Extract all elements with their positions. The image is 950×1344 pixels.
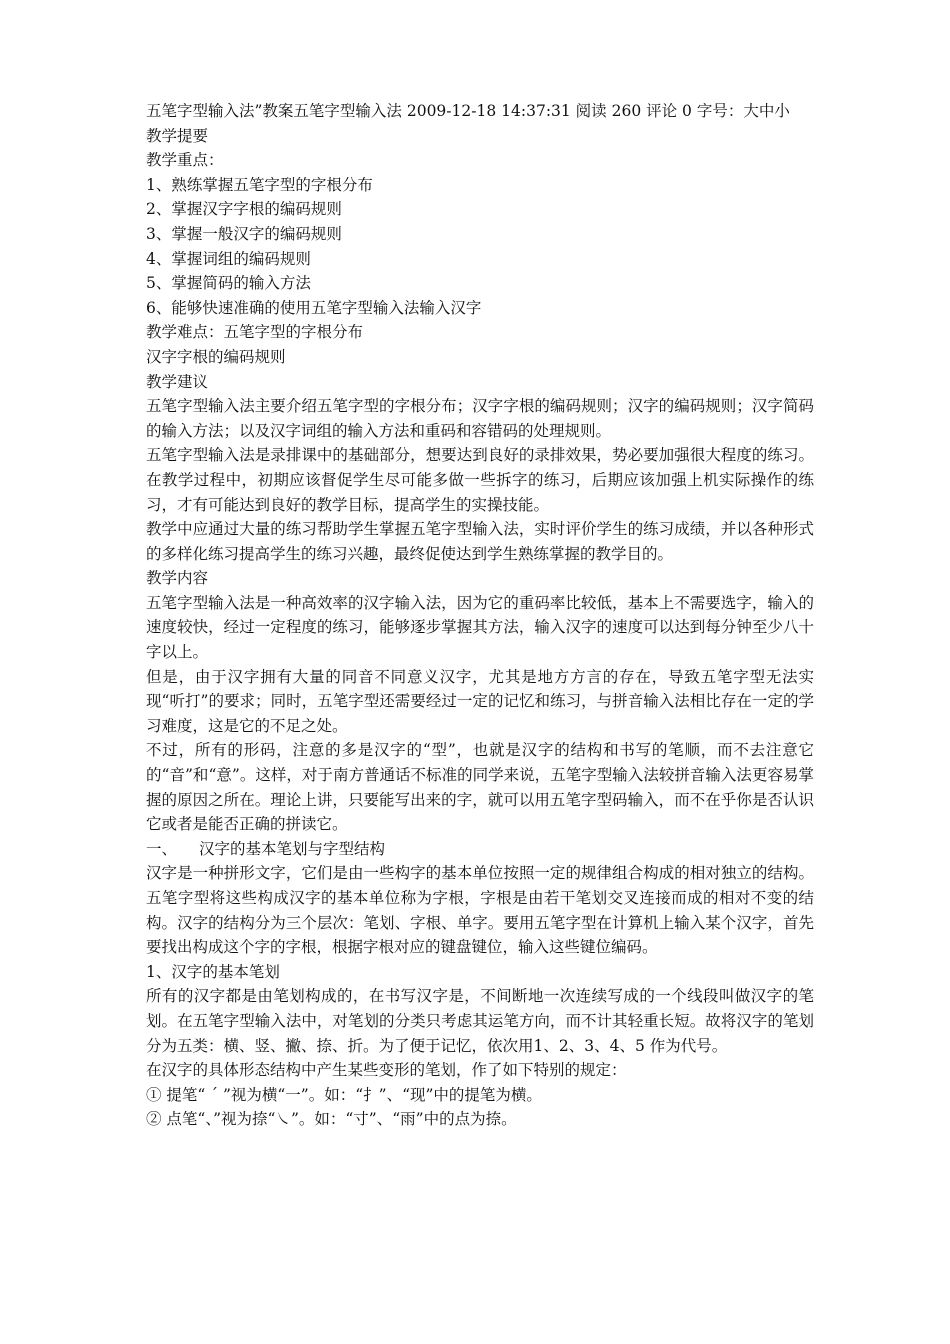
heading-advice: 教学建议 (146, 372, 209, 391)
content-paragraph: 不过，所有的形码，注意的多是汉字的“型”，也就是汉字的结构和书写的笔顺，而不去注意它的“音”和“意”。这样，对于南方普通话不标准的同学来说，五笔字型输入法较拼音输入法更容易掌握的原因之所在。理论上讲，只要能写出来的字，就可以用五笔字型码输入，而不在乎你是否认识它或者是能否正确的拼读它。 (146, 741, 814, 834)
section-1-title: 汉字的基本笔划与字型结构 (199, 839, 386, 858)
advice-paragraph: 五笔字型输入法是录排课中的基础部分，想要达到良好的录排效果，势必要加强很大程度的练习。在教学过程中，初期应该督促学生尽可能多做一些拆字的练习，后期应该加强上机实际操作的练习，才有可能达到良好的教学目标，提高学生的实操技能。 (146, 446, 814, 514)
advice-paragraph: 五笔字型输入法主要介绍五笔字型的字根分布；汉字字根的编码规则；汉字的编码规则；汉字简码的输入方法；以及汉字词组的输入方法和重码和容错码的处理规则。 (146, 397, 814, 440)
heading-summary: 教学提要 (146, 126, 209, 145)
rule-intro: 在汉字的具体形态结构中产生某些变形的笔划，作了如下特别的规定： (146, 1061, 627, 1080)
subsection-1-paragraph: 所有的汉字都是由笔划构成的，在书写汉字是，不间断地一次连续写成的一个线段叫做汉字的笔划。在五笔字型输入法中，对笔划的分类只考虑其运笔方向，而不计其轻重长短。故将汉字的笔划分为五类：横、竖、撇、捺、折。为了便于记忆，依次用1、2、3、4、5 作为代号。 (146, 987, 814, 1055)
subsection-1-title: 1、汉字的基本笔划 (146, 962, 280, 981)
section-1-heading (146, 837, 814, 862)
heading-content: 教学内容 (146, 569, 209, 588)
section-1-number: 一、 (146, 839, 178, 858)
rule-item: ① 提笔“ ˊ ”视为横“一”。如：“扌”、“现”中的提笔为横。 (146, 1085, 542, 1104)
key-point-item: 4、掌握词组的编码规则 (146, 249, 311, 268)
key-point-item: 6、能够快速准确的使用五笔字型输入法输入汉字 (146, 298, 482, 317)
header-line: 五笔字型输入法”教案五笔字型输入法 2009-12-18 14:37:31 阅读 260 评论 0 字号：大中小 (146, 102, 790, 120)
key-point-item: 5、掌握简码的输入方法 (146, 274, 311, 293)
key-point-item: 2、掌握汉字字根的编码规则 (146, 200, 342, 219)
document-body (146, 99, 814, 1132)
content-paragraph: 五笔字型输入法是一种高效率的汉字输入法，因为它的重码率比较低，基本上不需要选字，输入的速度较快，经过一定程度的练习，能够逐步掌握其方法，输入汉字的速度可以达到每分钟至少八十字以上。 (146, 593, 814, 662)
key-point-item: 1、熟练掌握五笔字型的字根分布 (146, 175, 373, 194)
rule-item: ② 点笔“、”视为捺“㇏”。如：“寸”、“雨”中的点为捺。 (146, 1110, 517, 1129)
difficulty-line-2: 汉字字根的编码规则 (146, 347, 286, 366)
difficulty-line: 教学难点：五笔字型的字根分布 (146, 323, 364, 342)
section-1-paragraph: 汉字是一种拼形文字，它们是由一些构字的基本单位按照一定的规律组合构成的相对独立的结构。五笔字型将这些构成汉字的基本单位称为字根，字根是由若干笔划交叉连接而成的相对不变的结构。汉字的结构分为三个层次：笔划、字根、单字。要用五笔字型在计算机上输入某个汉字，首先要找出构成这个字的字根，根据字根对应的键盘键位，输入这些键位编码。 (146, 864, 814, 957)
heading-key-points: 教学重点： (146, 151, 224, 170)
key-point-item: 3、掌握一般汉字的编码规则 (146, 224, 342, 243)
advice-paragraph: 教学中应通过大量的练习帮助学生掌握五笔字型输入法，实时评价学生的练习成绩，并以各种形式的多样化练习提高学生的练习兴趣，最终促使达到学生熟练掌握的教学目的。 (146, 520, 814, 563)
content-paragraph: 但是，由于汉字拥有大量的同音不同意义汉字，尤其是地方方言的存在，导致五笔字型无法实现“听打”的要求；同时，五笔字型还需要经过一定的记忆和练习，与拼音输入法相比存在一定的学习难度，这是它的不足之处。 (146, 667, 814, 735)
